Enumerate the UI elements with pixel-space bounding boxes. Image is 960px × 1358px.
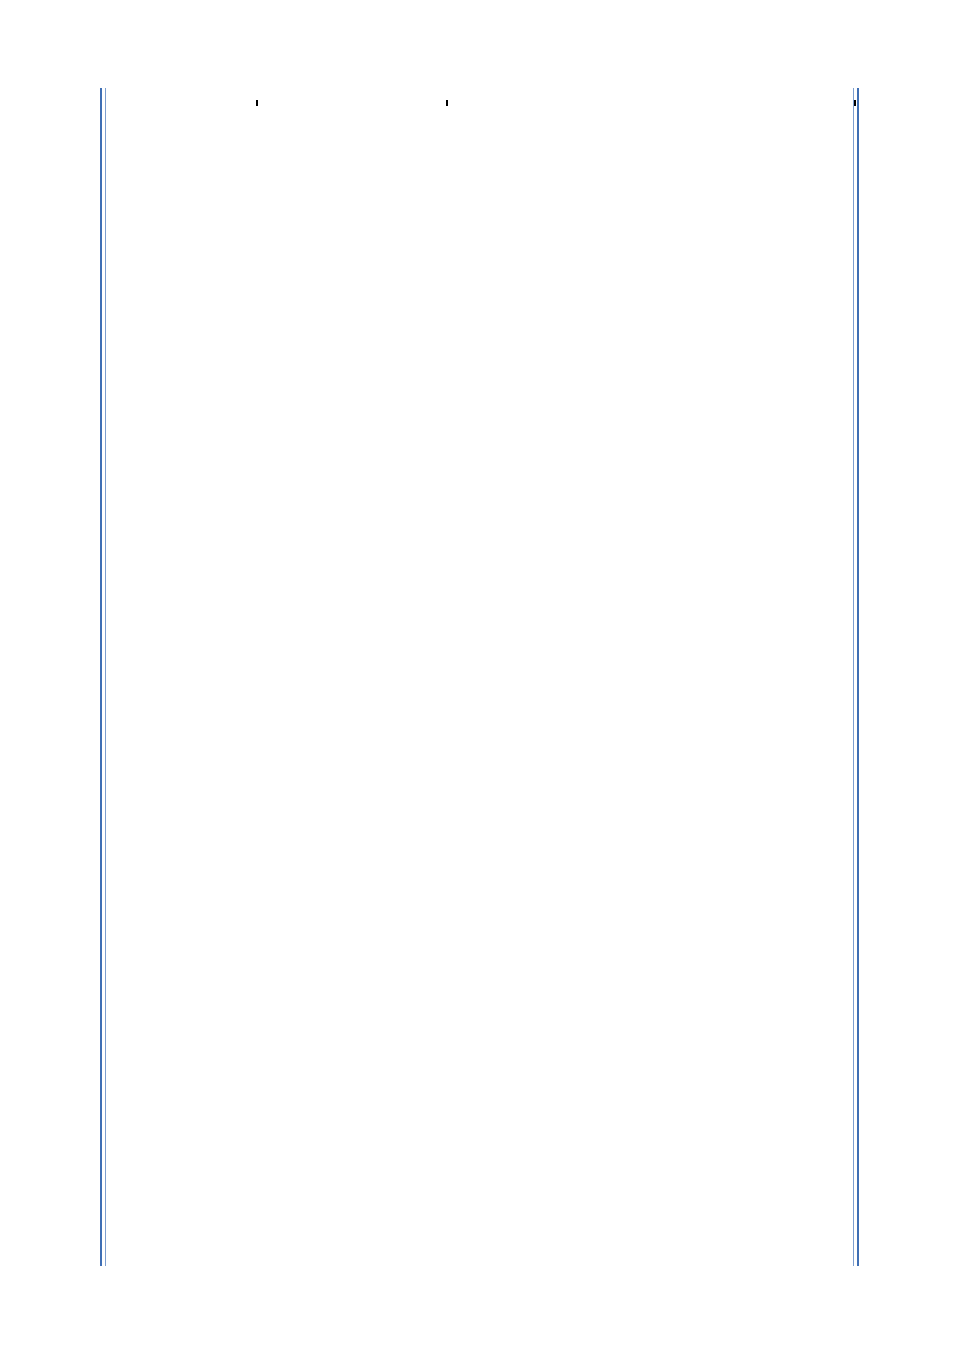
right-margin-line-inner xyxy=(853,88,854,1266)
action-cell-top xyxy=(446,100,854,106)
cause-cell-empty xyxy=(256,100,446,106)
left-margin-line xyxy=(100,88,102,1266)
table-row-top xyxy=(256,100,854,106)
symptom-table xyxy=(256,100,854,106)
right-margin-line xyxy=(857,88,859,1266)
left-margin-line-inner xyxy=(105,88,106,1266)
